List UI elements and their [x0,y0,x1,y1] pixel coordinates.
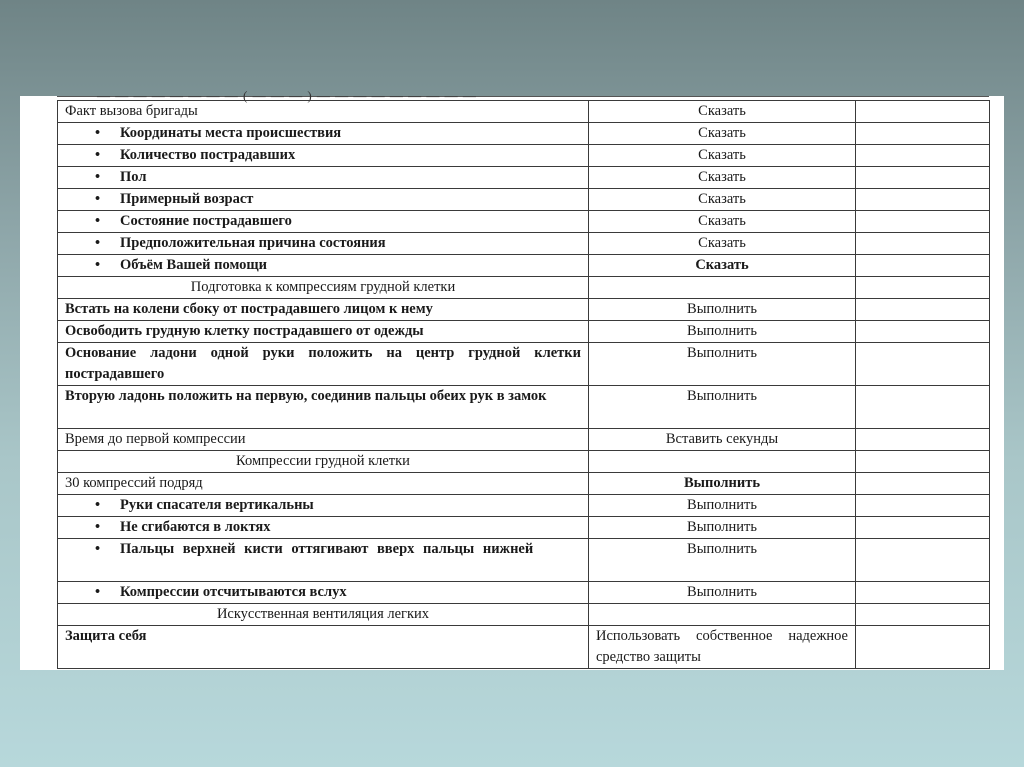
row-mark-cell [856,123,990,145]
row-mark-cell [856,299,990,321]
row-mark-cell [856,626,990,669]
table-row [58,299,990,321]
bullet-icon: • [95,257,101,273]
row-action: Сказать [589,189,856,211]
bullet-icon: • [95,125,101,141]
row-label: Пальцы верхней кисти оттягивают вверх пальцы нижней [120,541,534,557]
row-label: Предположительная причина состояния [120,235,386,251]
section-header-row [58,277,990,299]
row-mark-cell [856,101,990,123]
row-mark-cell [856,167,990,189]
row-label: Не сгибаются в локтях [120,519,271,535]
bullet-icon: • [95,235,101,251]
row-action: Сказать [589,255,856,277]
row-label: Количество пострадавших [120,147,296,163]
bullet-icon: • [95,584,101,600]
row-action: Выполнить [589,343,856,386]
row-action: Выполнить [589,517,856,539]
row-action: Выполнить [589,539,856,582]
row-mark-cell [856,429,990,451]
row-action: Сказать [589,233,856,255]
row-action [589,451,856,473]
row-label: Состояние пострадавшего [120,213,292,229]
bullet-icon: • [95,169,101,185]
row-action: Использовать собственное надежное средство защиты [589,626,856,669]
row-mark-cell [856,473,990,495]
row-mark-cell [856,495,990,517]
checklist-table [57,100,990,669]
row-mark-cell [856,211,990,233]
row-mark-cell [856,233,990,255]
table-row [58,626,990,669]
row-mark-cell [856,321,990,343]
table-row [58,429,990,451]
row-label: Пол [120,169,147,185]
row-mark-cell [856,189,990,211]
row-action: Сказать [589,211,856,233]
row-mark-cell [856,451,990,473]
row-action: Сказать [589,123,856,145]
row-action: Выполнить [589,473,856,495]
table-row [58,343,990,386]
row-label: Факт вызова бригады [58,101,589,123]
row-label: Руки спасателя вертикальны [120,497,314,513]
row-action: Выполнить [589,386,856,429]
row-label: Встать на колени сбоку от пострадавшего лицом к нему [58,299,589,321]
section-title: Компрессии грудной клетки [58,451,589,473]
row-label: Основание ладони одной руки положить на центр грудной клетки пострадавшего [58,343,589,386]
row-label: Объём Вашей помощи [120,257,267,273]
row-label: Координаты места происшествия [120,125,342,141]
row-label: Защита себя [58,626,589,669]
top-cut-text: — — — — — — — — ( — — — ) — — — — — — — — — [97,88,477,103]
row-mark-cell [856,277,990,299]
row-label: Вторую ладонь положить на первую, соединив пальцы обеих рук в замок [58,386,589,429]
bullet-icon: • [95,497,101,513]
table-row [58,101,990,123]
table-row [58,539,990,582]
section-header-row [58,604,990,626]
row-action [589,277,856,299]
row-action: Сказать [589,145,856,167]
table-row [58,517,990,539]
row-action: Выполнить [589,299,856,321]
section-title: Искусственная вентиляция легких [58,604,589,626]
bullet-icon: • [95,213,101,229]
row-label: Компрессии отсчитываются вслух [120,584,347,600]
table-row [58,145,990,167]
row-action: Выполнить [589,495,856,517]
row-action: Сказать [589,167,856,189]
table-row [58,255,990,277]
table-row [58,123,990,145]
row-mark-cell [856,145,990,167]
bullet-icon: • [95,147,101,163]
row-label: Время до первой компрессии [58,429,589,451]
row-mark-cell [856,255,990,277]
top-cut-border [57,88,989,103]
table-row [58,189,990,211]
row-mark-cell [856,517,990,539]
row-mark-cell [856,582,990,604]
table-row [58,495,990,517]
document-sheet [20,88,1004,670]
row-action [589,604,856,626]
row-mark-cell [856,604,990,626]
row-mark-cell [856,539,990,582]
table-row [58,211,990,233]
bullet-icon: • [95,541,101,557]
table-row [58,582,990,604]
table-row [58,321,990,343]
row-mark-cell [856,386,990,429]
section-title: Подготовка к компрессиям грудной клетки [58,277,589,299]
row-label: Примерный возраст [120,191,254,207]
section-header-row [58,451,990,473]
bullet-icon: • [95,191,101,207]
row-action: Сказать [589,101,856,123]
table-row [58,473,990,495]
table-row [58,386,990,429]
row-label: Освободить грудную клетку пострадавшего от одежды [58,321,589,343]
bullet-icon: • [95,519,101,535]
row-mark-cell [856,343,990,386]
row-action: Вставить секунды [589,429,856,451]
row-label: 30 компрессий подряд [58,473,589,495]
table-row [58,167,990,189]
row-action: Выполнить [589,582,856,604]
table-row [58,233,990,255]
row-action: Выполнить [589,321,856,343]
